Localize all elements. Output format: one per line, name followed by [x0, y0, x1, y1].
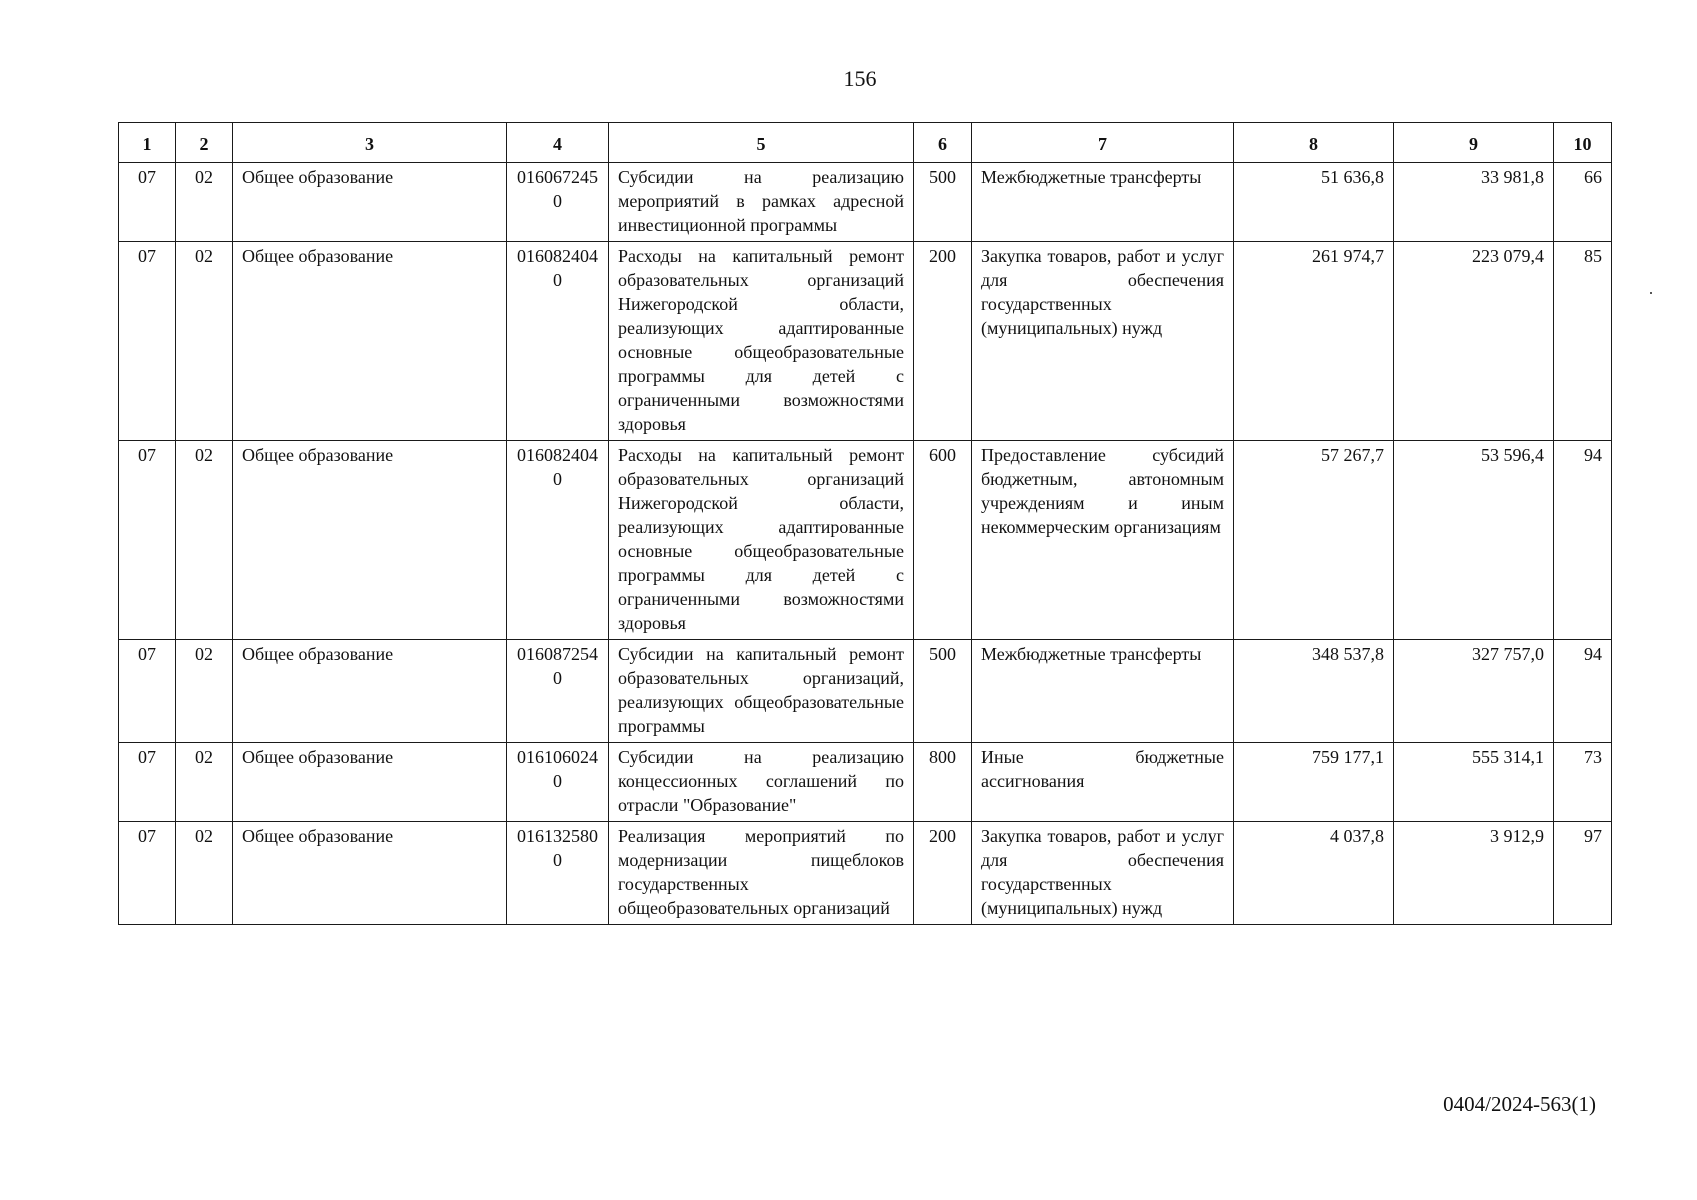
header-cell: 4: [507, 123, 609, 163]
header-cell: 9: [1394, 123, 1554, 163]
table-row: [119, 163, 1612, 242]
header-cell: 2: [176, 123, 233, 163]
expense-type-code-cell: 500: [914, 163, 972, 242]
section-name-cell: Общее образование: [233, 822, 507, 925]
target-code-cell: 0161325800: [507, 822, 609, 925]
subsection-cell: 02: [176, 242, 233, 441]
section-name-cell: Общее образование: [233, 163, 507, 242]
target-code-cell: 0160672450: [507, 163, 609, 242]
section-cell: 07: [119, 640, 176, 743]
expense-type-name-cell: Закупка товаров, работ и услуг для обеспечения государственных (муниципальных) нужд: [972, 822, 1234, 925]
section-name-cell: Общее образование: [233, 743, 507, 822]
header-cell: 6: [914, 123, 972, 163]
target-code-cell: 0160872540: [507, 640, 609, 743]
section-name-cell: Общее образование: [233, 441, 507, 640]
table-row: [119, 822, 1612, 925]
percent-cell: 73: [1554, 743, 1612, 822]
subsection-cell: 02: [176, 743, 233, 822]
header-cell: 5: [609, 123, 914, 163]
table-row: [119, 242, 1612, 441]
expense-type-name-cell: Предоставление субсидий бюджетным, автономным учреждениям и иным некоммерческим организациям: [972, 441, 1234, 640]
section-name-cell: Общее образование: [233, 242, 507, 441]
section-name-cell: Общее образование: [233, 640, 507, 743]
scan-speck: [1650, 292, 1652, 294]
amount-cell: 57 267,7: [1234, 441, 1394, 640]
expense-type-code-cell: 200: [914, 822, 972, 925]
header-cell: 1: [119, 123, 176, 163]
expense-name-cell: Расходы на капитальный ремонт образовательных организаций Нижегородской области, реализующих адаптированные основные общеобразовательные программы для детей с ограниченными возможностями здоровья: [609, 242, 914, 441]
expense-type-name-cell: Межбюджетные трансферты: [972, 163, 1234, 242]
expense-name-cell: Субсидии на реализацию концессионных соглашений по отрасли "Образование": [609, 743, 914, 822]
executed-amount-cell: 3 912,9: [1394, 822, 1554, 925]
subsection-cell: 02: [176, 822, 233, 925]
section-cell: 07: [119, 163, 176, 242]
executed-amount-cell: 33 981,8: [1394, 163, 1554, 242]
percent-cell: 94: [1554, 441, 1612, 640]
header-cell: 8: [1234, 123, 1394, 163]
section-cell: 07: [119, 441, 176, 640]
expense-type-code-cell: 500: [914, 640, 972, 743]
expense-name-cell: Субсидии на капитальный ремонт образовательных организаций, реализующих общеобразовательные программы: [609, 640, 914, 743]
expense-type-name-cell: Закупка товаров, работ и услуг для обеспечения государственных (муниципальных) нужд: [972, 242, 1234, 441]
section-cell: 07: [119, 743, 176, 822]
expense-name-cell: Субсидии на реализацию мероприятий в рамках адресной инвестиционной программы: [609, 163, 914, 242]
subsection-cell: 02: [176, 640, 233, 743]
table-row: [119, 743, 1612, 822]
executed-amount-cell: 327 757,0: [1394, 640, 1554, 743]
percent-cell: 66: [1554, 163, 1612, 242]
header-cell: 3: [233, 123, 507, 163]
expense-type-name-cell: Иные бюджетные ассигнования: [972, 743, 1234, 822]
expense-name-cell: Реализация мероприятий по модернизации пищеблоков государственных общеобразовательных организаций: [609, 822, 914, 925]
header-cell: 10: [1554, 123, 1612, 163]
amount-cell: 348 537,8: [1234, 640, 1394, 743]
percent-cell: 85: [1554, 242, 1612, 441]
executed-amount-cell: 53 596,4: [1394, 441, 1554, 640]
expense-type-code-cell: 800: [914, 743, 972, 822]
target-code-cell: 0160824040: [507, 441, 609, 640]
expense-type-code-cell: 200: [914, 242, 972, 441]
table-row: [119, 640, 1612, 743]
executed-amount-cell: 223 079,4: [1394, 242, 1554, 441]
header-cell: 7: [972, 123, 1234, 163]
expense-name-cell: Расходы на капитальный ремонт образовательных организаций Нижегородской области, реализующих адаптированные основные общеобразовательные программы для детей с ограниченными возможностями здоровья: [609, 441, 914, 640]
section-cell: 07: [119, 242, 176, 441]
header-row: [119, 123, 1612, 163]
expense-type-code-cell: 600: [914, 441, 972, 640]
amount-cell: 4 037,8: [1234, 822, 1394, 925]
amount-cell: 51 636,8: [1234, 163, 1394, 242]
executed-amount-cell: 555 314,1: [1394, 743, 1554, 822]
document-number: 0404/2024-563(1): [1443, 1092, 1596, 1116]
amount-cell: 261 974,7: [1234, 242, 1394, 441]
expense-type-name-cell: Межбюджетные трансферты: [972, 640, 1234, 743]
amount-cell: 759 177,1: [1234, 743, 1394, 822]
page-number: 156: [843, 66, 877, 91]
target-code-cell: 0161060240: [507, 743, 609, 822]
percent-cell: 97: [1554, 822, 1612, 925]
percent-cell: 94: [1554, 640, 1612, 743]
subsection-cell: 02: [176, 163, 233, 242]
table-row: [119, 441, 1612, 640]
budget-table: [118, 122, 1612, 925]
target-code-cell: 0160824040: [507, 242, 609, 441]
subsection-cell: 02: [176, 441, 233, 640]
section-cell: 07: [119, 822, 176, 925]
